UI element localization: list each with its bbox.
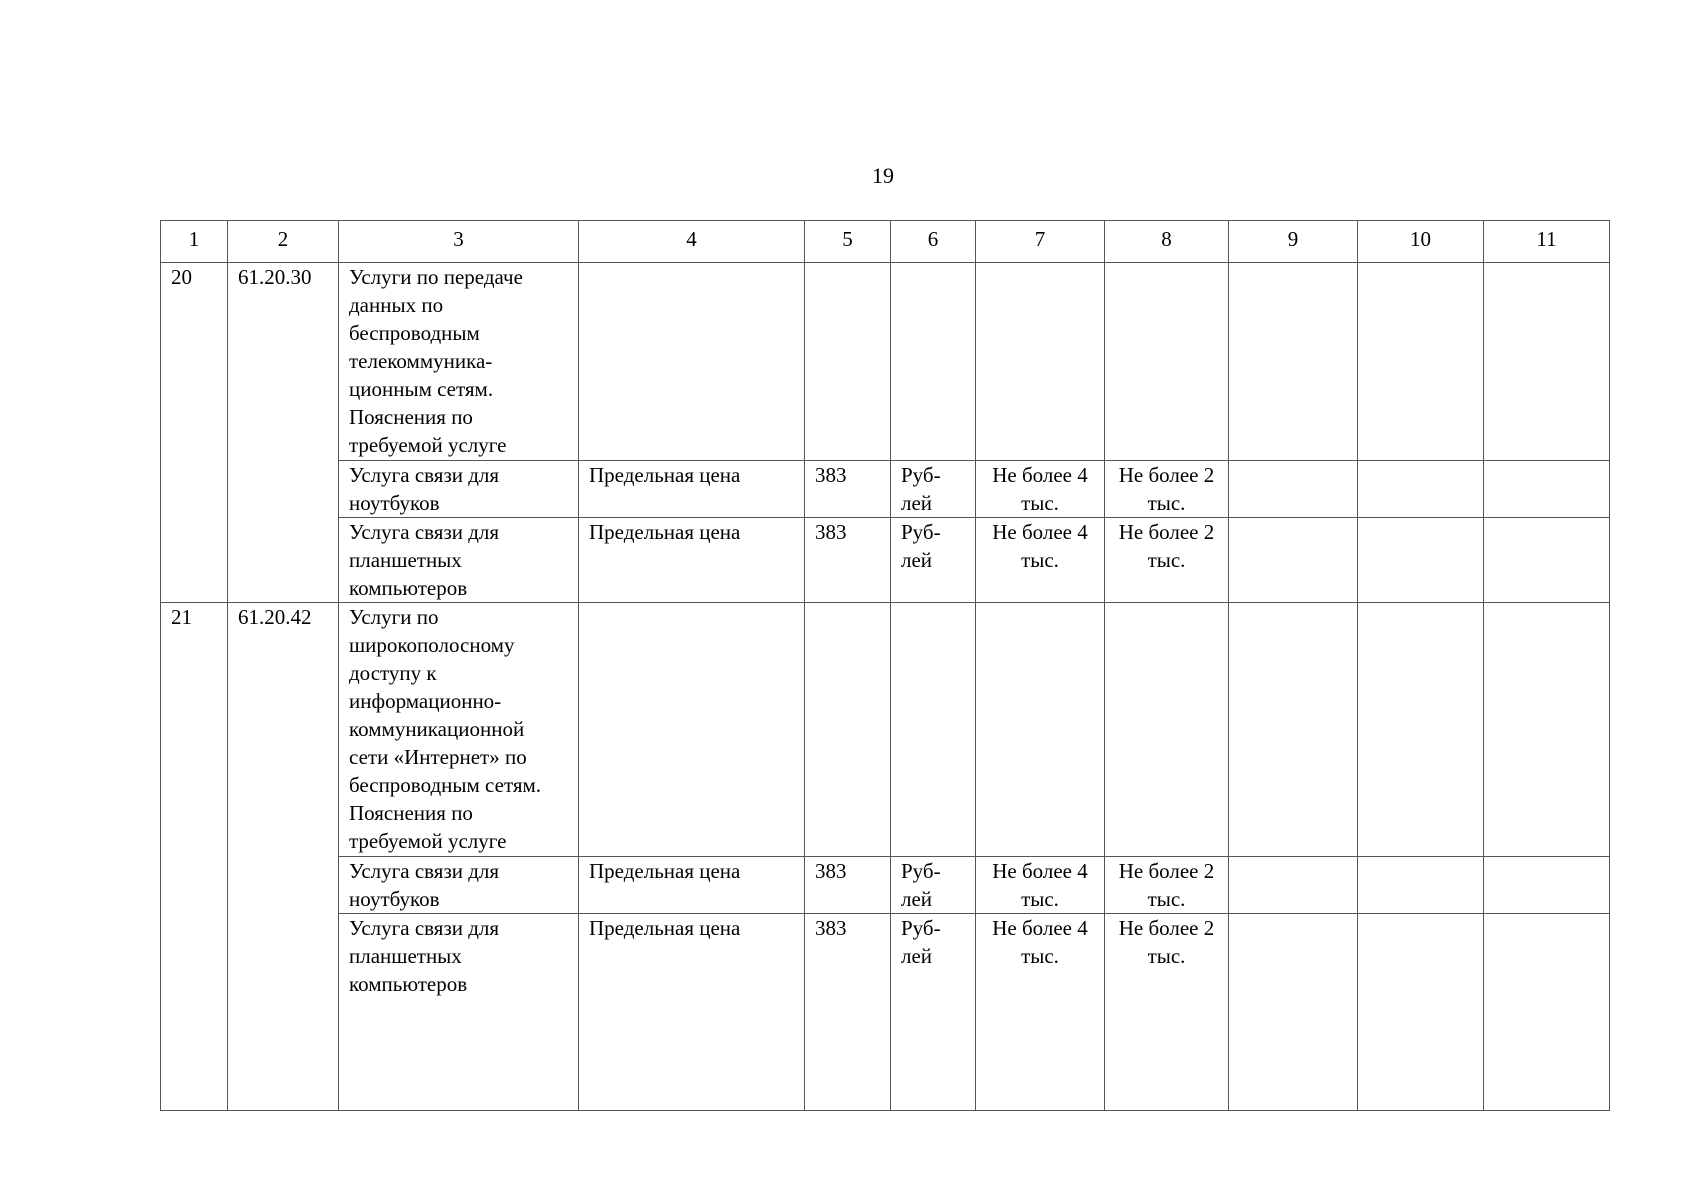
value-col8: Не более 2 тыс. bbox=[1105, 857, 1229, 914]
page-number: 19 bbox=[872, 163, 894, 188]
unit-code: 383 bbox=[805, 914, 891, 1111]
value-col7: Не более 4 тыс. bbox=[976, 461, 1105, 518]
column-number: 8 bbox=[1105, 221, 1229, 263]
table-row bbox=[161, 263, 1610, 461]
characteristic: Предельная цена bbox=[579, 857, 805, 914]
value-col7: Не более 4 тыс. bbox=[976, 518, 1105, 603]
column-number: 9 bbox=[1229, 221, 1358, 263]
value-col8: Не более 2 тыс. bbox=[1105, 461, 1229, 518]
table-row bbox=[161, 603, 1610, 857]
okpd-code: 61.20.30 bbox=[228, 263, 339, 603]
table-row bbox=[161, 914, 1610, 1111]
unit-code: 383 bbox=[805, 857, 891, 914]
okpd-code: 61.20.42 bbox=[228, 603, 339, 1111]
value-col8: Не более 2 тыс. bbox=[1105, 518, 1229, 603]
unit-name: Руб-лей bbox=[891, 518, 976, 603]
unit-name: Руб-лей bbox=[891, 857, 976, 914]
table-row bbox=[161, 518, 1610, 603]
column-number: 5 bbox=[805, 221, 891, 263]
unit-name: Руб-лей bbox=[891, 914, 976, 1111]
column-number: 3 bbox=[339, 221, 579, 263]
column-numbers-row bbox=[161, 221, 1610, 263]
column-number: 6 bbox=[891, 221, 976, 263]
characteristic: Предельная цена bbox=[579, 914, 805, 1111]
table-row bbox=[161, 857, 1610, 914]
column-number: 11 bbox=[1484, 221, 1610, 263]
service-title: Услуги по передаче данных по беспроводным телекоммуника-ционным сетям. Пояснения по требуемой услуге bbox=[339, 263, 579, 461]
column-number: 4 bbox=[579, 221, 805, 263]
column-number: 7 bbox=[976, 221, 1105, 263]
table-row bbox=[161, 461, 1610, 518]
service-title: Услуги по широкополосному доступу к информационно-коммуникационной сети «Интернет» по беспроводным сетям. Пояснения по требуемой услуге bbox=[339, 603, 579, 857]
unit-code: 383 bbox=[805, 461, 891, 518]
column-number: 2 bbox=[228, 221, 339, 263]
item-name: Услуга связи для ноутбуков bbox=[339, 461, 579, 518]
item-name: Услуга связи для планшетных компьютеров bbox=[339, 914, 579, 1111]
value-col8: Не более 2 тыс. bbox=[1105, 914, 1229, 1111]
value-col7: Не более 4 тыс. bbox=[976, 914, 1105, 1111]
characteristic: Предельная цена bbox=[579, 518, 805, 603]
requirements-table bbox=[160, 220, 1610, 1111]
column-number: 1 bbox=[161, 221, 228, 263]
item-name: Услуга связи для ноутбуков bbox=[339, 857, 579, 914]
characteristic: Предельная цена bbox=[579, 461, 805, 518]
unit-code: 383 bbox=[805, 518, 891, 603]
item-name: Услуга связи для планшетных компьютеров bbox=[339, 518, 579, 603]
unit-name: Руб-лей bbox=[891, 461, 976, 518]
column-number: 10 bbox=[1358, 221, 1484, 263]
row-number: 20 bbox=[161, 263, 228, 603]
value-col7: Не более 4 тыс. bbox=[976, 857, 1105, 914]
row-number: 21 bbox=[161, 603, 228, 1111]
